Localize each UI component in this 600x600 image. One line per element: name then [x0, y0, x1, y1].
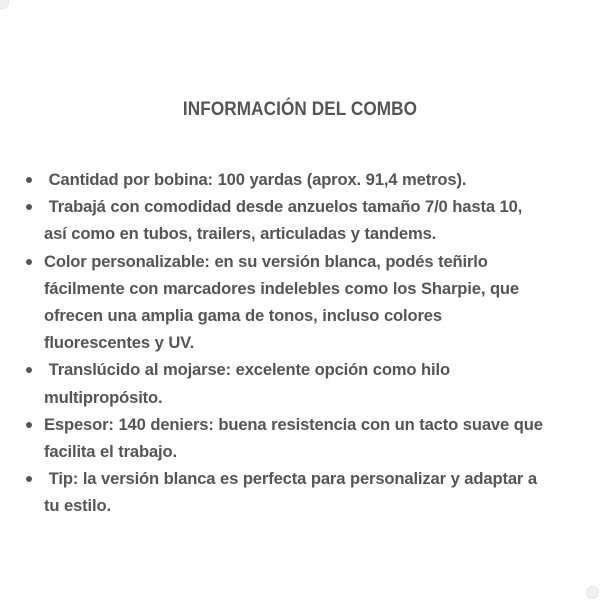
list-item [26, 248, 586, 357]
item-line: tu estilo. [44, 496, 111, 516]
item-line: fácilmente con marcadores indelebles como los Sharpie, que [44, 278, 519, 298]
corner-decoration [586, 586, 599, 599]
item-line: facilita el trabajo. [44, 442, 177, 462]
list-item [26, 356, 586, 410]
info-list [26, 166, 586, 520]
item-line: Color personalizable: en su versión blanca, podés teñirlo [44, 251, 488, 271]
bullet-icon [26, 476, 32, 482]
page-title: INFORMACIÓN DEL COMBO [182, 98, 418, 120]
item-line: Cantidad por bobina: 100 yardas (aprox. 91,4 metros). [44, 170, 467, 189]
item-line: Tip: la versión blanca es perfecta para personalizar y adaptar a [44, 469, 537, 489]
list-item [26, 193, 586, 247]
bullet-icon [26, 367, 32, 373]
bullet-icon [26, 177, 32, 183]
item-line: Espesor: 140 deniers: buena resistencia con un tacto suave que [44, 414, 543, 434]
item-line: fluorescentes y UV. [44, 333, 195, 353]
bullet-icon [26, 259, 32, 265]
item-line: Trabajá con comodidad desde anzuelos tamaño 7/0 hasta 10, [44, 197, 523, 217]
bullet-icon [26, 422, 32, 428]
bullet-icon [26, 204, 32, 210]
item-line: así como en tubos, trailers, articuladas y tandems. [44, 224, 437, 244]
corner-decoration [0, 0, 9, 9]
list-item [26, 166, 586, 193]
item-line: ofrecen una amplia gama de tonos, incluso colores [44, 306, 442, 326]
list-item [26, 465, 586, 519]
list-item [26, 411, 586, 465]
item-line: Translúcido al mojarse: excelente opción como hilo [44, 360, 450, 380]
item-line: multipropósito. [44, 387, 163, 407]
